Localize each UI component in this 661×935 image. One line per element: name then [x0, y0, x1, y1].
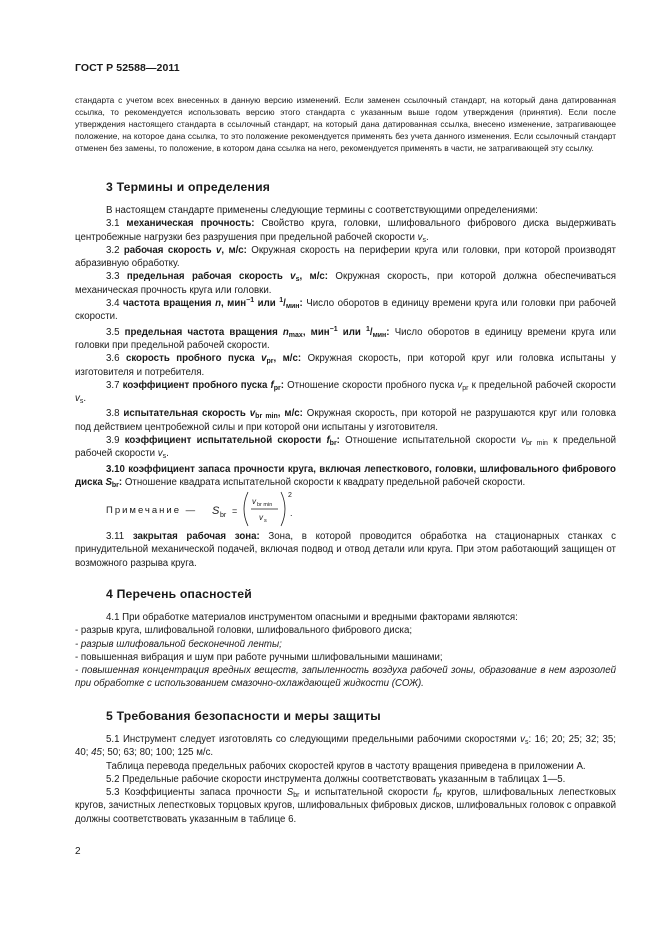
intro-paragraph: стандарта с учетом всех внесенных в данную версию изменений. Если заменен ссылочный стандарт, на который дана датированная ссылка, то рекомендуется использовать версию этого стандарта с указанным выше годом утверждения (принятия). Если после утверждения настоящего стандарта в ссылочный стандарт, на который дана датированная ссылка, внесено изменение, затрагивающее положение, на которое дана ссылка, то это положение рекомендуется применять без учета данного изменения. Если ссылочный стандарт отменен без замены, то положение, в котором дана ссылка на него, рекомендуется применять в части, не затрагивающей эту ссылку.: [75, 95, 616, 153]
term-name: механическая прочность:: [126, 218, 255, 230]
formula-num: v: [252, 497, 256, 506]
term-3-9: 3.9 коэффициент испытательной скорости $f_{br}$: Отношение испытательной скорости $v_{br min}$ к предельной рабочей скорости $v_s$.: [75, 435, 616, 461]
formula-lhs-sub: br: [220, 512, 227, 519]
section-4-body: [75, 611, 616, 691]
document-header: ГОСТ Р 52588—2011: [75, 62, 180, 74]
section-3-lead: В настоящем стандарте применены следующие термины с соответствующими определениями:: [106, 205, 538, 216]
term-3-4: 3.4 частота вращения n, мин$^{-1}$ или $^1/_{мин}$: Число оборотов в единицу времени круга или головки при рабочей скорости.: [75, 297, 616, 323]
section-5-heading: 5 Требования безопасности и меры защиты: [106, 709, 381, 723]
term-name: частота вращения: [122, 298, 212, 310]
clause-5-3: 5.3 Коэффициенты запаса прочности $S_{br}$ и испытательной скорости $f_{br}$ кругов, шлифовальных лепестковых кругов, зачистных лепестковых торцовых кругов, шлифовальных фибровых дисков, шлифовальных головок с оправкой должны соответствовать указанным в таблице 6.: [75, 787, 616, 825]
term-name: предельная частота вращения: [124, 326, 278, 338]
hazard-item: - разрыв шлифовальной бесконечной ленты;: [75, 638, 282, 650]
formula-paren-left: [244, 492, 248, 526]
term-name: рабочая скорость: [123, 244, 212, 256]
term-3-8: 3.8 испытательная скорость $v_{br min}$, м/с: Окружная скорость, при которой не разрушаются круг или головка под действием центробежной силы и при которой они испытаны у изготовителя.: [75, 408, 616, 433]
term-3-2: 3.2 рабочая скорость v, м/с: Окружная скорость на периферии круга или головки, при которой производят абразивную обработку.: [75, 244, 616, 270]
hazard-item: - повышенная вибрация и шум при работе ручными шлифовальными машинами;: [75, 651, 443, 663]
term-3-6: 3.6 скорость пробного пуска $v_{pr}$, м/с: Окружная скорость, при которой круг или головка испытаны у изготовителя и потребителя.: [75, 353, 617, 378]
formula-num-sub: br min: [257, 502, 273, 508]
term-3-7: 3.7 коэффициент пробного пуска $f_{pr}$: Отношение скорости пробного пуска $v_{pr}$ к предельной рабочей скорости $v_s$.: [75, 379, 616, 406]
term-name: предельная рабочая скорость: [126, 271, 283, 283]
note-label: Примечание —: [106, 505, 198, 516]
formula-paren-right: [281, 492, 285, 526]
hazard-item: - разрыв круга, шлифовальной головки, шлифовального фибрового диска;: [75, 625, 413, 637]
page-number: 2: [75, 846, 81, 857]
formula-exp: 2: [288, 492, 292, 499]
formula-graphic: [206, 488, 406, 532]
formula-den-sub: s: [264, 518, 267, 524]
term-name: коэффициент запаса прочности круга, включая лепесткового, головки, шлифовального фибрового диска: [75, 463, 616, 488]
term-name: коэффициент пробного пуска: [122, 379, 268, 391]
clause-5-1-table-ref: Таблица перевода предельных рабочих скоростей кругов в частоту вращения приведена в приложении А.: [106, 760, 586, 772]
clause-5-1: 5.1 Инструмент следует изготовлять со следующими предельными рабочими скоростями $v_s$: 16; 20; 25; 32; 35; 40; 45; 50; 63; 80; 100; 125 м/с.: [75, 734, 616, 759]
section-4-lead: 4.1 При обработке материалов инструментом опасными и вредными факторами являются:: [106, 612, 518, 623]
term-3-11-block: [75, 530, 616, 570]
term-3-1: 3.1 механическая прочность: Свойство круга, головки, шлифовального фибрового диска выдерживать центробежные нагрузки без разрушения при предельной рабочей скорости $v_s$.: [75, 218, 616, 244]
term-name: закрытая рабочая зона:: [132, 531, 260, 542]
section-4-heading: 4 Перечень опасностей: [106, 587, 252, 601]
term-3-10: 3.10 коэффициент запаса прочности круга, включая лепесткового, головки, шлифовального фибрового диска $S_{br}$: Отношение квадрата испытательной скорости к квадрату предельной рабочей скорости.: [75, 463, 616, 489]
term-name: скорость пробного пуска: [125, 353, 255, 365]
formula-end: .: [290, 508, 293, 518]
section-5-body: [75, 733, 616, 826]
formula-eq: =: [232, 506, 238, 516]
note-formula: [106, 488, 406, 532]
term-3-11: 3.11 закрытая рабочая зона: Зона, в которой проводится обработка на стационарных станках с принудительной механической подачей, включая подвод и отвод детали или круга. При этом работающий защищен от возможного разрыва круга.: [75, 531, 616, 569]
term-name: испытательная скорость: [123, 408, 246, 420]
hazard-item: - повышенная концентрация вредных веществ, запыленность воздуха рабочей зоны, образование в нем аэрозолей при обработке с использованием смазочно-охлаждающей жидкости (СОЖ).: [75, 665, 616, 690]
section-3-body: [75, 204, 616, 489]
clause-5-2: 5.2 Предельные рабочие скорости инструмента должны соответствовать указанным в таблицах 1—5.: [106, 773, 566, 785]
section-3-heading: 3 Термины и определения: [106, 180, 271, 194]
formula-den: v: [259, 513, 263, 522]
term-3-3: 3.3 предельная рабочая скорость $v_s$, м/с: Окружная скорость, при которой должна обеспечиваться механическая прочность круга или головки.: [75, 271, 616, 296]
term-name: коэффициент испытательной скорости: [124, 435, 322, 447]
term-3-5: 3.5 предельная частота вращения $n_{max}$, мин$^{-1}$ или $^1/_{мин}$: Число оборотов в единицу времени круга или головки при предельной рабочей скорости.: [75, 325, 616, 351]
formula-lhs: S: [212, 505, 220, 517]
